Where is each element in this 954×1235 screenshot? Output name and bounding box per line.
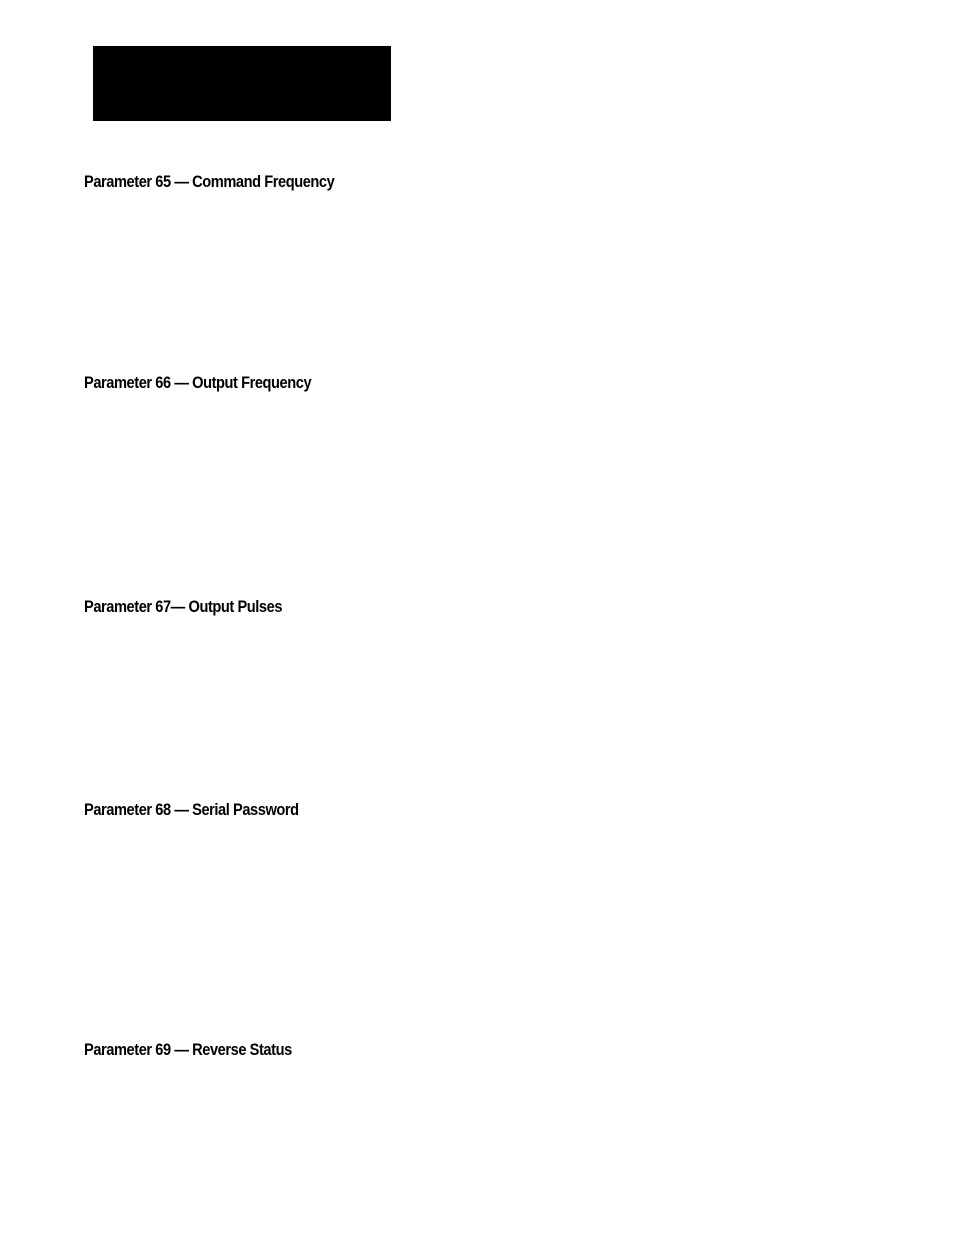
parameter-67-heading: Parameter 67— Output Pulses (84, 597, 283, 616)
parameter-66-heading: Parameter 66 — Output Frequency (84, 373, 312, 392)
parameter-65-heading: Parameter 65 — Command Frequency (84, 172, 335, 191)
header-black-box (93, 46, 391, 121)
parameter-68-heading: Parameter 68 — Serial Password (84, 800, 299, 819)
parameter-69-heading: Parameter 69 — Reverse Status (84, 1040, 292, 1059)
